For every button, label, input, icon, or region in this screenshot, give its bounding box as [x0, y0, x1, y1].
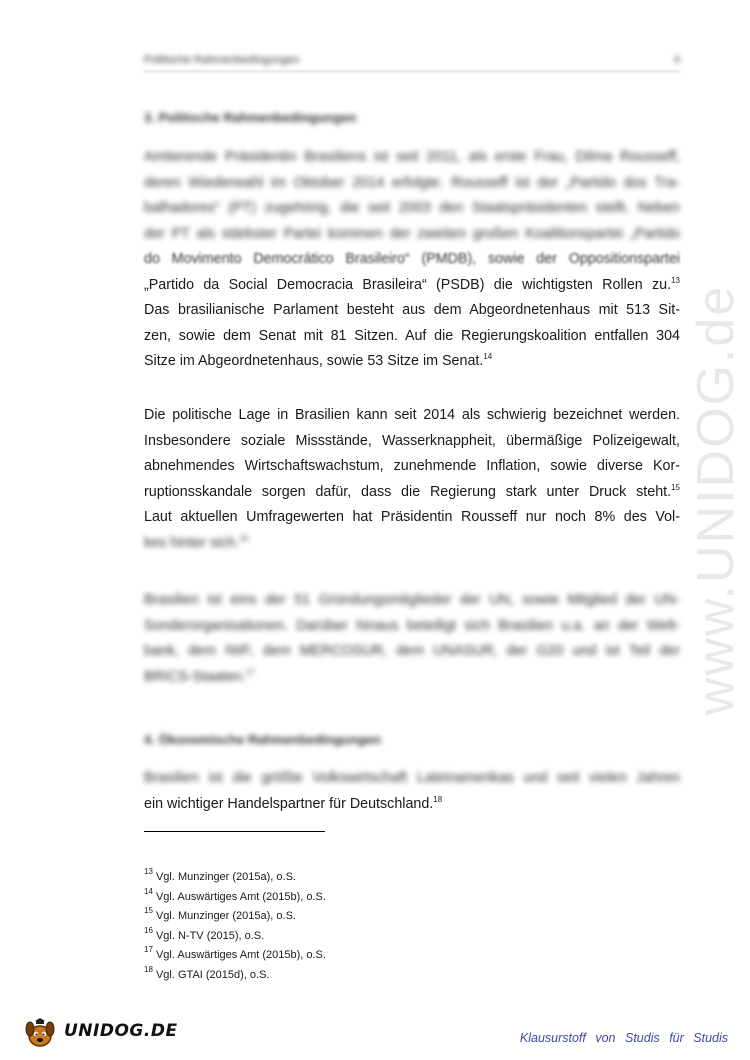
running-header [144, 54, 680, 70]
section-4-heading: 4. Ökonomische Rahmenbedingungen [144, 732, 381, 747]
footnote-ref: 18 [433, 794, 443, 804]
text-line: Insbesondere soziale Missstände, Wasserknappheit, übermäßige Polizeigewalt, [144, 432, 680, 449]
footnote-ref: 14 [483, 352, 493, 361]
section-3-paragraph-1 [144, 145, 680, 375]
text-line: Brasilien ist die größte Volkswirtschaft Lateinamerikas und seit vielen Jahren [144, 770, 680, 786]
footnote-ref: 17 [245, 667, 255, 677]
footnote: $^{17}$ Vgl. Auswärtiges Amt (2015b), o.S. [144, 945, 326, 961]
text-line: Die politische Lage in Brasilien kann seit 2014 als schwierig bezeichnet werden. [144, 407, 680, 423]
text-line: deren Wiederwahl im Oktober 2014 erfolgte. Rousseff ist der „Partido dos Tra- [144, 174, 680, 191]
text-line: Das brasilianische Parlament besteht aus dem Abgeordnetenhaus mit 513 Sit- [144, 302, 680, 318]
footnote-ref: 15 [671, 482, 680, 492]
logo-text: UNIDOG.DE [64, 1021, 178, 1041]
footnote: $^{16}$ Vgl. N-TV (2015), o.S. [144, 925, 265, 942]
section-3-paragraph-3 [144, 588, 680, 690]
running-title: Politische Rahmenbedingungen [144, 54, 300, 66]
text-line: Amtierende Präsidentin Brasiliens ist seit 2011, als erste Frau, Dilma Rousseff, [144, 149, 680, 165]
text-line: abnehmendes Wirtschaftswachstum, zunehmende Inflation, sowie diverse Kor- [144, 458, 680, 474]
text-line: zen, sowie dem Senat mit 81 Sitzen. Auf die Regierungskoalition entfallen 304 [144, 327, 680, 344]
footnote: $^{18}$ Vgl. GTAI (2015d), o.S. [144, 964, 270, 981]
header-rule [144, 71, 680, 72]
text-line: BRICS-Staaten.$^{17}$ [144, 667, 255, 685]
footnotes [144, 868, 326, 985]
text-line: balhadores“ (PT) zugehörig, die seit 2003 den Staatspräsidenten stellt. Neben [144, 200, 680, 216]
footnote: $^{14}$ Vgl. Auswärtiges Amt (2015b), o.S. [144, 886, 326, 903]
text-line: Laut aktuellen Umfragewerten hat Präsidentin Rousseff nur noch 8% des Vol- [144, 509, 680, 525]
text-line: kes hinter sich.$^{16}$ [144, 533, 249, 551]
text-line: Sitze im Abgeordnetenhaus, sowie 53 Sitze im Senat.$^{14}$ [144, 352, 493, 369]
tagline: Klausurstoff von Studis für Studis [519, 1031, 728, 1045]
text-line: Brasilien ist eins der 51 Gründungsmitglieder der UN, sowie Mitglied der UN- [144, 592, 680, 608]
text-line: Sonderorganisationen. Darüber hinaus beteiligt sich Brasilien u.a. an der Welt- [144, 617, 680, 634]
unidog-logo[interactable] [22, 1015, 178, 1051]
text-line: der PT als stärkster Partei kommen der zweiten großen Koalitionspartei „Partido [144, 225, 680, 242]
footnote-separator [144, 831, 325, 832]
watermark: www.UNIDOG.de [687, 284, 745, 716]
section-4-paragraph-1 [144, 766, 680, 817]
footnote-ref: 16 [239, 533, 249, 543]
footnote: $^{15}$ Vgl. Munzinger (2015a), o.S. [144, 906, 296, 922]
footnote: $^{13}$ Vgl. Munzinger (2015a), o.S. [144, 867, 296, 883]
text-line: do Movimento Democrático Brasileiro“ (PMDB), sowie der Oppositionspartei [144, 251, 680, 267]
text-line: ruptionsskandale sorgen dafür, dass die Regierung stark unter Druck steht.$^{15}$ [144, 482, 680, 500]
dog-mascot-icon [24, 1017, 56, 1049]
text-line: ein wichtiger Handelspartner für Deutschland.$^{18}$ [144, 794, 443, 812]
text-line: bank, dem IWF, dem MERCOSUR, dem UNASUR, der G20 und ist Teil der [144, 643, 680, 659]
section-3-paragraph-2 [144, 403, 680, 556]
page-number: 4 [673, 54, 680, 66]
section-3-heading: 3. Politische Rahmenbedingungen [144, 110, 357, 125]
text-line: „Partido da Social Democracia Brasileira“ (PSDB) die wichtigsten Rollen zu.$^{13}$ [144, 275, 680, 293]
footnote-ref: 13 [671, 275, 680, 285]
